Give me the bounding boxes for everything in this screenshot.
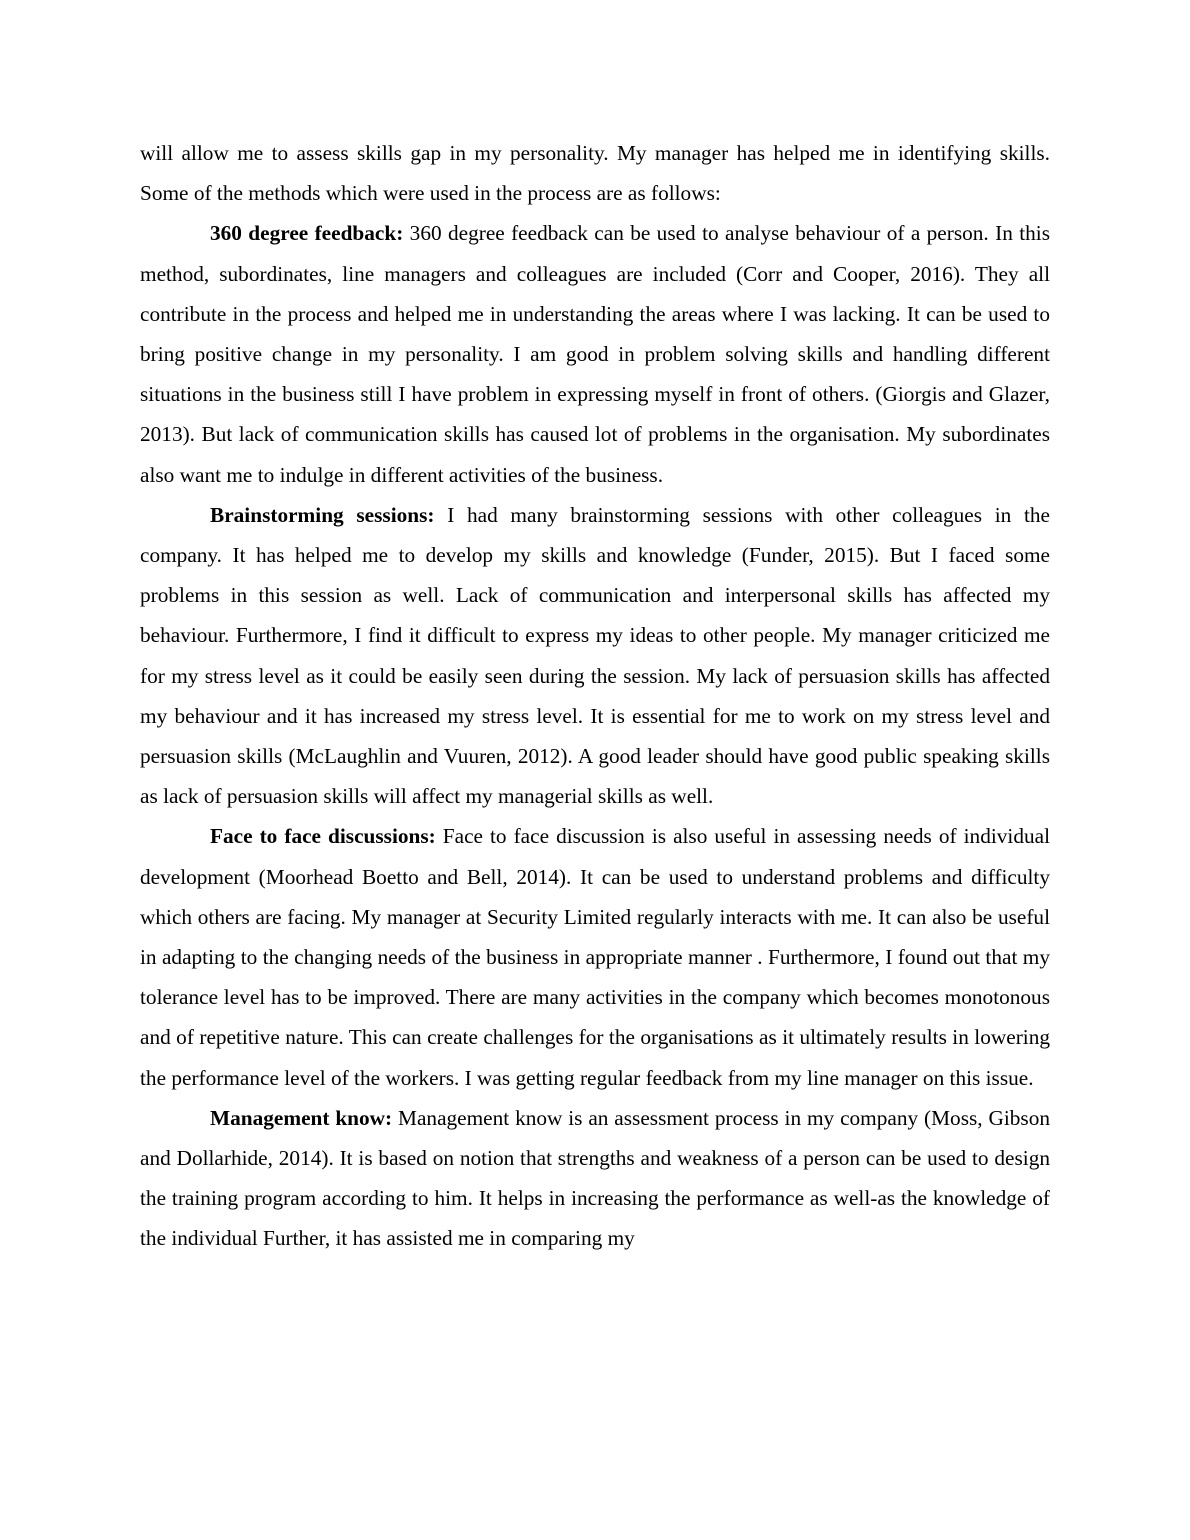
section-heading: Brainstorming sessions: <box>210 502 435 527</box>
paragraph-text: Face to face discussion is also useful in assessing needs of individual development (Moorhead Boetto and Bell, 2014). It can be used to understand problems and difficulty which others are facing. My manager at Security Limited regularly interacts with me. It can also be useful in adapting to the changing needs of the business in appropriate manner . Furthermore, I found out that my tolerance level has to be improved. There are many activities in the company which becomes monotonous and of repetitive nature. This can create challenges for the organisations as it ultimately results in lowering the performance level of the workers. I was getting regular feedback from my line manager on this issue. <box>140 824 1051 1090</box>
document-page <box>140 133 1050 1259</box>
section-heading: Management know: <box>210 1105 393 1130</box>
paragraph-management-know <box>140 1098 1050 1259</box>
paragraph-brainstorming-sessions <box>140 495 1050 817</box>
paragraph-text: 360 degree feedback can be used to analyse behaviour of a person. In this method, subordinates, line managers and colleagues are included (Corr and Cooper, 2016). They all contribute in the process and helped me in understanding the areas where I was lacking. It can be used to bring positive change in my personality. I am good in problem solving skills and handling different situations in the business still I have problem in expressing myself in front of others. (Giorgis and Glazer, 2013). But lack of communication skills has caused lot of problems in the organisation. My subordinates also want me to indulge in different activities of the business. <box>140 221 1050 487</box>
paragraph-text: Management know is an assessment process in my company (Moss, Gibson and Dollarhide, 2014). It is based on notion that strengths and weakness of a person can be used to design the training program according to him. It helps in increasing the performance as well-as the knowledge of the individual Further, it has assisted me in comparing my <box>140 1105 1050 1251</box>
paragraph-face-to-face-discussions <box>140 816 1050 1097</box>
section-heading: Face to face discussions: <box>210 824 436 849</box>
section-heading: 360 degree feedback: <box>210 221 404 246</box>
paragraph-text: will allow me to assess skills gap in my personality. My manager has helped me in identifying skills. Some of the methods which were used in the process are as follows: <box>140 141 1050 206</box>
paragraph-intro <box>140 133 1050 213</box>
paragraph-360-degree-feedback <box>140 213 1050 494</box>
paragraph-text: I had many brainstorming sessions with other colleagues in the company. It has helped me to develop my skills and knowledge (Funder, 2015). But I faced some problems in this session as well. Lack of communication and interpersonal skills has affected my behaviour. Furthermore, I find it difficult to express my ideas to other people. My manager criticized me for my stress level as it could be easily seen during the session. My lack of persuasion skills has affected my behaviour and it has increased my stress level. It is essential for me to work on my stress level and persuasion skills (McLaughlin and Vuuren, 2012). A good leader should have good public speaking skills as lack of persuasion skills will affect my managerial skills as well. <box>140 502 1050 809</box>
